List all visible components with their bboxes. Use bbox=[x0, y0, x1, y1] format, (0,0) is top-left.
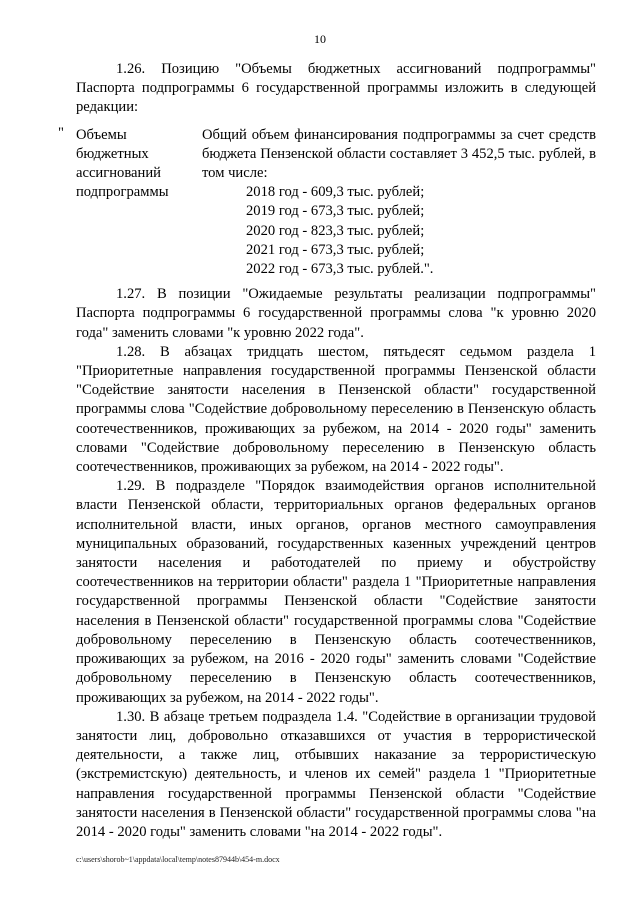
paragraph-1-29: 1.29. В подразделе "Порядок взаимодействия органов исполнительной власти Пензенской области, территориальных органов федеральных органов исполнительной власти, иных органов, органов местного самоуправления муниципальных образований, государственных казенных учреждений центров занятости населения и работодателей по приему и обустройству соотечественников на территории области" раздела 1 "Приоритетные направления государственной программы Пензенской области "Содействие занятости населения в Пензенской области" государственной программы слова "Содействие добровольному переселению в Пензенскую область соотечественников, проживающих за рубежом, на 2016 - 2020 годы" заменить словами "Содействие добровольному переселению в Пензенскую область соотечественников, проживающих за рубежом, на 2014 - 2022 годы". bbox=[76, 478, 596, 706]
opening-quote: " bbox=[58, 124, 64, 141]
paragraph-1-27: 1.27. В позиции "Ожидаемые результаты реализации подпрограммы" Паспорта подпрограммы 6 государственной программы слова "к уровню 2020 года" заменить словами "к уровню 2022 года". bbox=[76, 286, 596, 341]
passport-value-column bbox=[202, 126, 596, 280]
paragraph-1-28: 1.28. В абзацах тридцать шестом, пятьдесят седьмом раздела 1 "Приоритетные направления государственной программы Пензенской области "Содействие занятости населения в Пензенской области" государственной программы слова "Содействие добровольному переселению в Пензенскую область соотечественников, проживающих за рубежом, на 2014 - 2020 годы" заменить словами "Содействие добровольному переселению в Пензенскую область соотечественников, проживающих за рубежом, на 2014 - 2022 годы". bbox=[76, 343, 596, 476]
passport-label-line: подпрограммы bbox=[76, 184, 169, 201]
page-number: 10 bbox=[314, 32, 326, 46]
passport-position-table bbox=[58, 124, 596, 280]
document-body bbox=[58, 60, 596, 842]
funding-year-line: 2020 год - 823,3 тыс. рублей; bbox=[246, 222, 425, 239]
funding-year-line: 2022 год - 673,3 тыс. рублей.". bbox=[246, 261, 434, 278]
paragraph-1-30: 1.30. В абзаце третьем подраздела 1.4. "Содействие в организации трудовой занятости лиц, добровольно отказавшихся от участия в террористической деятельности, а также лиц, отбывших наказание за террористическую (экстремистскую) деятельность, и членов их семей" раздела 1 "Приоритетные направления государственной программы Пензенской области "Содействие занятости населения в Пензенской области" государственной программы слова "на 2014 - 2020 годы" заменить словами "на 2014 - 2022 годы". bbox=[76, 708, 596, 840]
passport-label-line: бюджетных bbox=[76, 145, 149, 162]
funding-year-line: 2018 год - 609,3 тыс. рублей; bbox=[246, 184, 425, 201]
funding-summary: Общий объем финансирования подпрограммы за счет средств бюджета Пензенской области составляет 3 452,5 тыс. рублей, в том числе: bbox=[202, 126, 596, 182]
paragraph-1-26: 1.26. Позицию "Объемы бюджетных ассигнований подпрограммы" Паспорта подпрограммы 6 государственной программы изложить в следующей редакции: bbox=[76, 61, 596, 116]
passport-label-line: ассигнований bbox=[76, 165, 161, 182]
passport-label-column bbox=[76, 126, 202, 280]
funding-year-line: 2021 год - 673,3 тыс. рублей; bbox=[246, 241, 425, 258]
passport-label-line: Объемы bbox=[76, 126, 127, 143]
funding-year-line: 2019 год - 673,3 тыс. рублей; bbox=[246, 203, 425, 220]
footer-file-path: c:\users\shorob~1\appdata\local\temp\notes87944b\454-m.docx bbox=[76, 855, 280, 864]
